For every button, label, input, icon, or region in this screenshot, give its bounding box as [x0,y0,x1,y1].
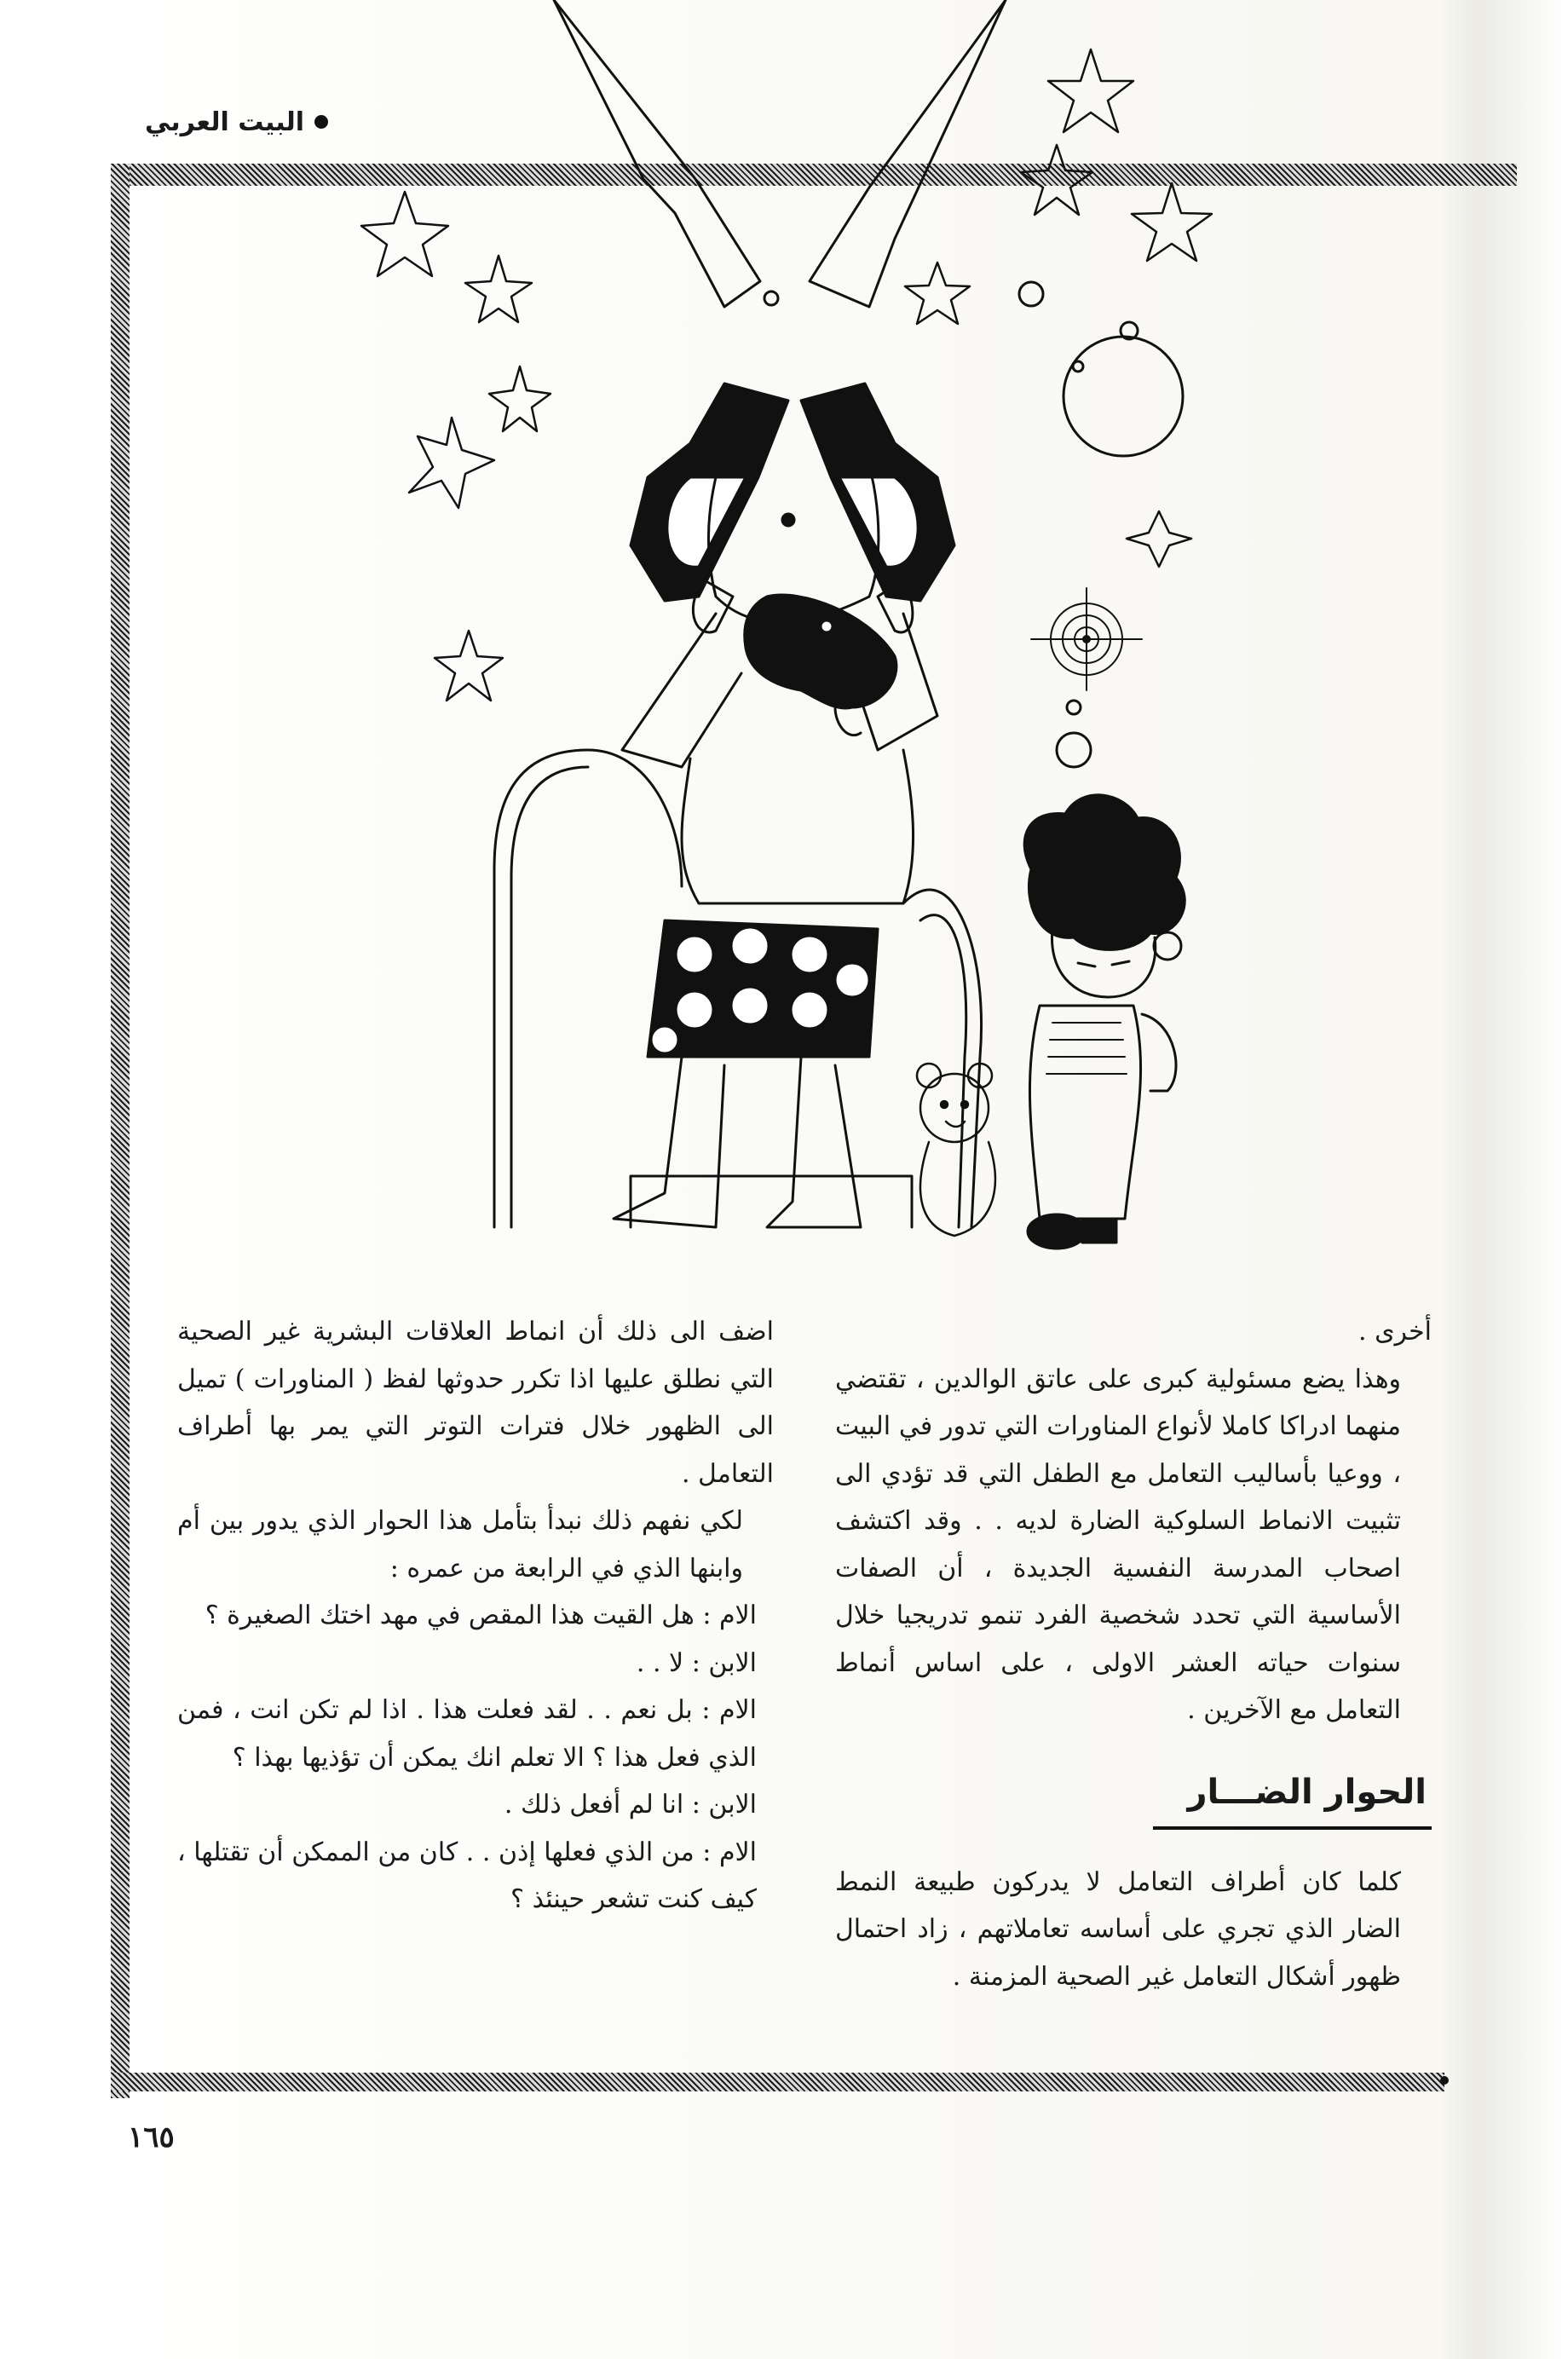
paragraph: كلما كان أطراف التعامل لا يدركون طبيعة النمط الضار الذي تجري على أساسه تعاملاتهم ، زاد احتمال ظهور أشكال التعامل غير الصحية المزمنة . [835,1866,1401,1992]
frame-bottom-border [111,2073,1444,2091]
dialogue-text: من الذي فعلها إذن . . كان من الممكن أن تقتلها ، كيف كنت تشعر حينئذ ؟ [177,1837,757,1914]
page-number: ١٦٥ [128,2120,175,2154]
paragraph: أخرى . [1358,1317,1432,1347]
dialogue-line [177,1781,774,1829]
dialogue-text: هل القيت هذا المقص في مهد اختك الصغيرة ؟ [205,1601,695,1630]
section-heading: الحوار الضـــار [1153,1767,1432,1830]
scissors-mother-child-illustration [358,0,1295,1261]
dialogue-line [177,1592,774,1640]
teddy-bear [917,1064,995,1236]
header-title: البيت العربي [145,107,305,137]
right-column [835,1308,1432,2000]
child-figure [1024,795,1185,1249]
running-header [145,101,358,143]
paragraph: لكي نفهم ذلك نبدأ بتأمل هذا الحوار الذي يدور بين أم وابنها الذي في الرابعة من عمره : [177,1506,743,1583]
dialogue-line [177,1640,774,1687]
circle-decoration [1019,282,1043,306]
header-bullet-icon [314,115,328,129]
dialogue-speaker: الام : [702,1601,757,1630]
target-decoration [1031,588,1142,690]
left-column [177,1308,774,1924]
dialogue-line [177,1829,774,1924]
scissors [554,0,1006,601]
paragraph: وهذا يضع مسئولية كبرى على عاتق الوالدين ، تقتضي منهما ادراكا كاملا لأنواع المناورات التي تدور في البيت ، ووعيا بأساليب التعامل مع الطفل التي قد تؤدي الى تثبيت الانماط السلوكية الضارة لديه . . وقد اكتشف اصحاب المدرسة النفسية الجديدة ، أن الصفات الأساسية التي تحدد شخصية الفرد تنمو تدريجيا خلال سنوات حياته العشر الاولى ، على اساس أنماط التعامل مع الآخرين . [835,1364,1401,1725]
paragraph: اضف الى ذلك أن انماط العلاقات البشرية غير الصحية التي نطلق عليها اذا تكرر حدوثها لفظ ( المناورات ) تميل الى الظهور خلال فترات التوتر التي يمر بها أطراف التعامل . [177,1317,774,1489]
page-edge-shadow [1440,0,1568,2359]
frame-left-border [111,164,130,2098]
arch-frame [494,750,682,1227]
dialogue-text: بل نعم . . لقد فعلت هذا . اذا لم تكن انت ، فمن الذي فعل هذا ؟ الا تعلم انك يمكن أن تؤذيها بهذا ؟ [177,1695,757,1773]
dialogue-line [177,1687,774,1781]
dialogue-speaker: الام : [702,1837,757,1867]
dialogue-speaker: الابن : [691,1790,757,1820]
dialogue-text: لا . . [636,1647,684,1678]
dialogue-text: انا لم أفعل ذلك . [504,1790,684,1820]
frame-end-dot [1440,2076,1449,2085]
dialogue-speaker: الام : [701,1695,758,1725]
dialogue-speaker: الابن : [691,1647,757,1678]
